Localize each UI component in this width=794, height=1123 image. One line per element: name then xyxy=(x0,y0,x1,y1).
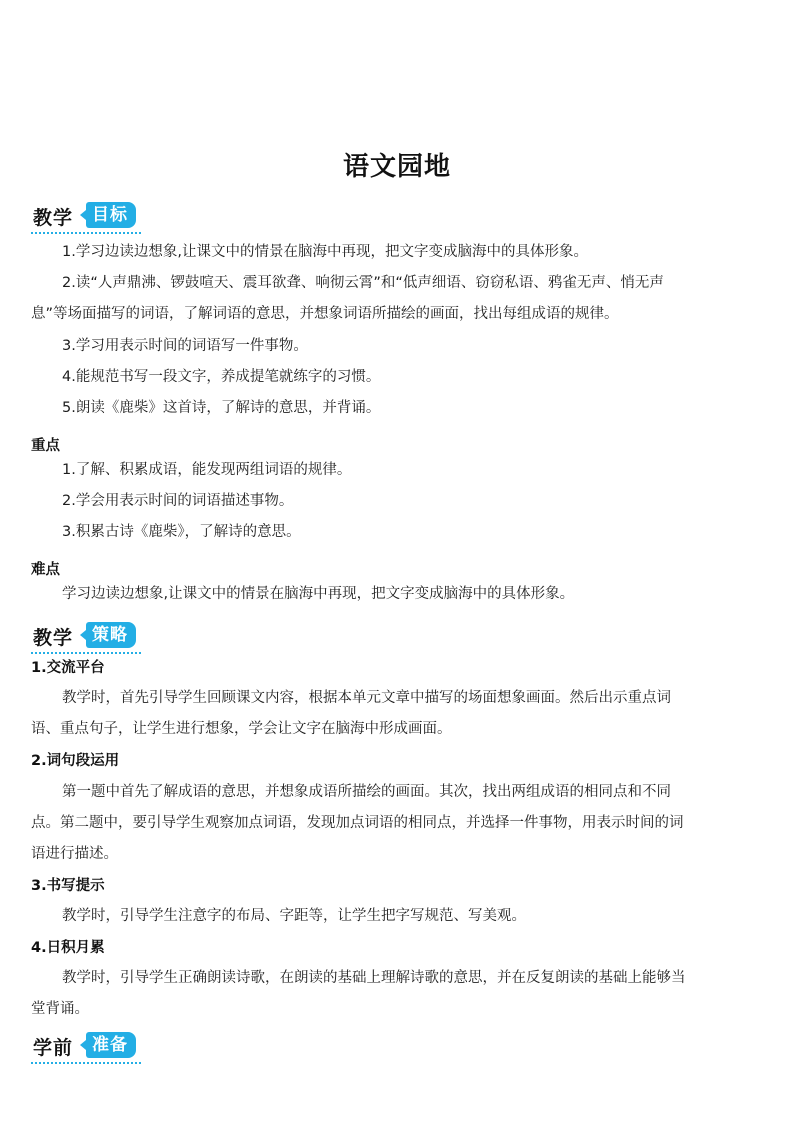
dotted-underline xyxy=(31,652,141,654)
goal-item: 1.学习边读边想象,让课文中的情景在脑海中再现，把文字变成脑海中的具体形象。 xyxy=(62,244,588,260)
strategy-heading: 4.日积月累 xyxy=(31,940,105,956)
key-point-item: 3.积累古诗《鹿柴》，了解诗的意思。 xyxy=(62,524,301,540)
strategy-heading: 2.词句段运用 xyxy=(31,753,120,769)
strategy-text: 教学时，引导学生注意字的布局、字距等，让学生把字写规范、写美观。 xyxy=(62,908,526,924)
strategy-heading: 3.书写提示 xyxy=(31,878,105,894)
section-header-tag: 目标 xyxy=(86,202,136,228)
strategy-text: 语、重点句子，让学生进行想象，学会让文字在脑海中形成画面。 xyxy=(31,721,452,737)
key-point-item: 1.了解、积累成语，能发现两组词语的规律。 xyxy=(62,462,352,478)
key-point-item: 2.学会用表示时间的词语描述事物。 xyxy=(62,493,294,509)
strategy-text: 语进行描述。 xyxy=(31,846,118,862)
section-header-lead: 学前 xyxy=(33,1037,74,1059)
section-header-lead: 教学 xyxy=(33,627,74,649)
page-title: 语文园地 xyxy=(342,152,451,182)
goal-item: 4.能规范书写一段文字，养成提笔就练字的习惯。 xyxy=(62,369,381,385)
strategy-text: 堂背诵。 xyxy=(31,1001,89,1017)
strategy-heading: 1.交流平台 xyxy=(31,660,105,676)
strategy-text: 点。第二题中，要引导学生观察加点词语，发现加点词语的相同点，并选择一件事物，用表示时间的词 xyxy=(31,815,684,831)
difficulties-text: 学习边读边想象,让课文中的情景在脑海中再现，把文字变成脑海中的具体形象。 xyxy=(62,586,575,602)
dotted-underline xyxy=(31,232,141,234)
goal-item: 3.学习用表示时间的词语写一件事物。 xyxy=(62,338,308,354)
dotted-underline xyxy=(31,1062,141,1064)
section-header-tag: 准备 xyxy=(86,1032,136,1058)
difficulties-heading: 难点 xyxy=(31,562,60,578)
goal-item: 5.朗读《鹿柴》这首诗，了解诗的意思，并背诵。 xyxy=(62,400,381,416)
goal-item: 2.读“人声鼎沸、锣鼓喧天、震耳欲聋、响彻云霄”和“低声细语、窃窃私语、鸦雀无声、悄无声 xyxy=(62,275,664,291)
strategy-text: 教学时，引导学生正确朗读诗歌，在朗读的基础上理解诗歌的意思，并在反复朗读的基础上能够当 xyxy=(62,970,686,986)
key-points-heading: 重点 xyxy=(31,438,60,454)
goal-item-continuation: 息”等场面描写的词语，了解词语的意思，并想象词语所描绘的画面，找出每组成语的规律。 xyxy=(31,306,619,322)
strategy-text: 第一题中首先了解成语的意思，并想象成语所描绘的画面。其次，找出两组成语的相同点和不同 xyxy=(62,784,671,800)
section-header-tag: 策略 xyxy=(86,622,136,648)
strategy-text: 教学时，首先引导学生回顾课文内容，根据本单元文章中描写的场面想象画面。然后出示重点词 xyxy=(62,690,671,706)
section-header-lead: 教学 xyxy=(33,207,74,229)
